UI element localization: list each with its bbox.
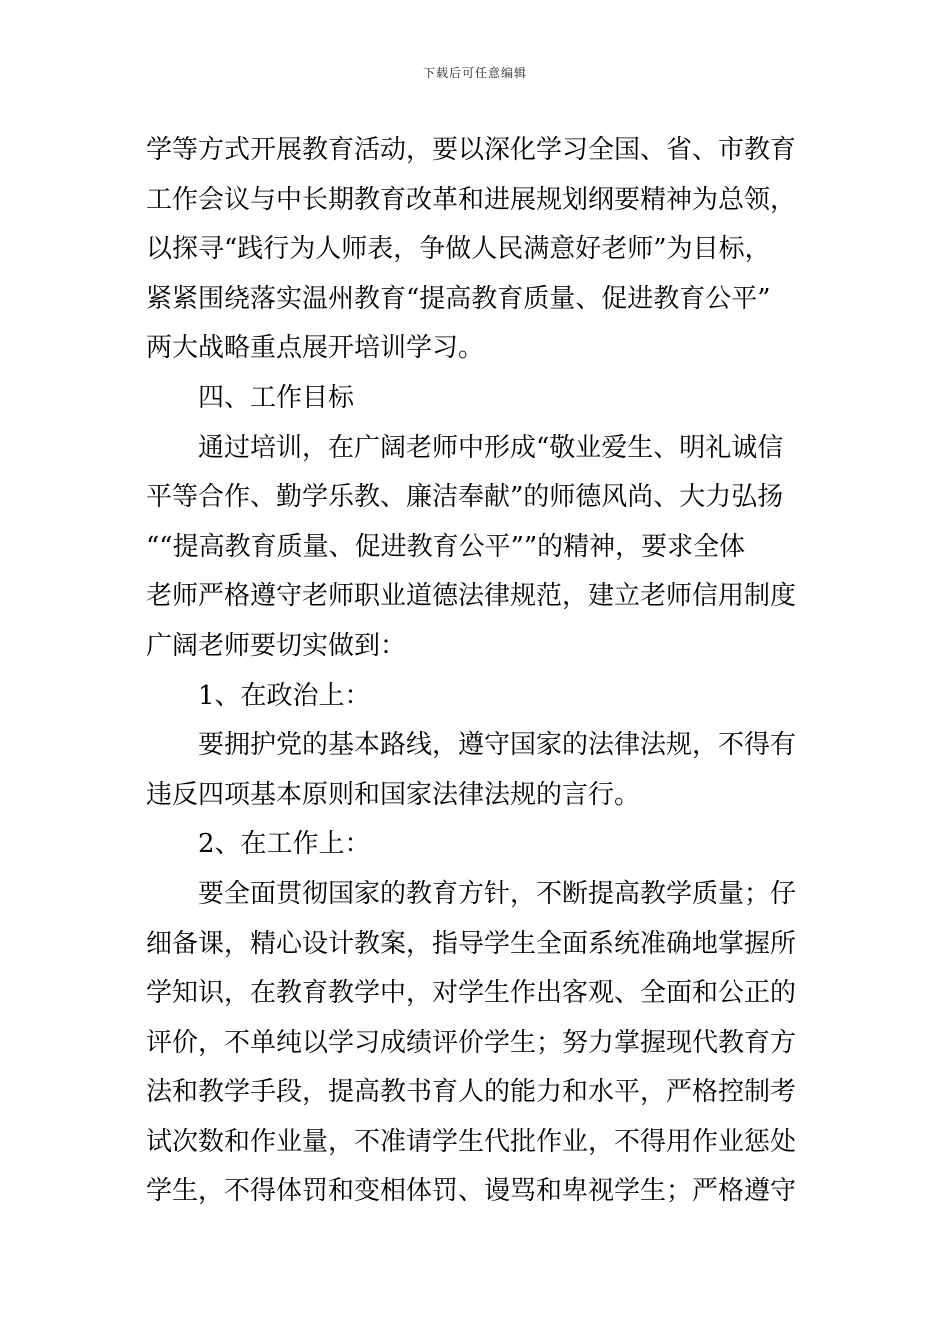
body-line: 学生，不得体罚和变相体罚、谩骂和卑视学生；严格遵守 [146,1176,797,1207]
body-line: 老师严格遵守老师职业道德法律规范，建立老师信用制度 [146,581,797,612]
body-line: 平等合作、勤学乐教、廉洁奉献”的师德风尚、大力弘扬 [146,482,784,513]
body-line: 学等方式开展教育活动，要以深化学习全国、省、市教育 [146,135,797,165]
subsection-heading: 1、在政治上： [198,680,371,711]
body-line: 违反四项基本原则和国家法律法规的言行。 [146,779,641,810]
body-line: 评价，不单纯以学习成绩评价学生；努力掌握现代教育方 [146,1027,797,1058]
body-line: 广阔老师要切实做到： [146,630,407,661]
body-line: 学知识，在教育教学中，对学生作出客观、全面和公正的 [146,978,797,1009]
body-line: 试次数和作业量，不准请学生代批作业，不得用作业惩处 [146,1126,797,1157]
body-line: 两大战略重点展开培训学习。 [146,333,485,364]
document-body [146,126,810,1217]
body-line: 以探寻“践行为人师表，争做人民满意好老师”为目标， [146,234,771,265]
page-header-note: 下载后可任意编辑 [422,66,527,80]
body-line: ““提高教育质量、促进教育公平””的精神，要求全体 [146,531,746,562]
body-line: 紧紧围绕落实温州教育“提高教育质量、促进教育公平” [146,283,771,314]
body-line: 工作会议与中长期教育改革和进展规划纲要精神为总领， [146,184,797,215]
body-line: 要拥护党的基本路线，遵守国家的法律法规，不得有 [198,730,797,761]
body-line: 通过培训，在广阔老师中形成“敬业爱生、明礼诚信 [198,432,784,463]
subsection-heading: 2、在工作上： [198,829,371,860]
body-line: 要全面贯彻国家的教育方针，不断提高教学质量；仔 [198,878,797,909]
body-line: 法和教学手段，提高教书育人的能力和水平，严格控制考 [146,1077,797,1108]
body-line: 细备课，精心设计教案，指导学生全面系统准确地掌握所 [146,928,797,959]
section-heading: 四、工作目标 [198,382,355,413]
